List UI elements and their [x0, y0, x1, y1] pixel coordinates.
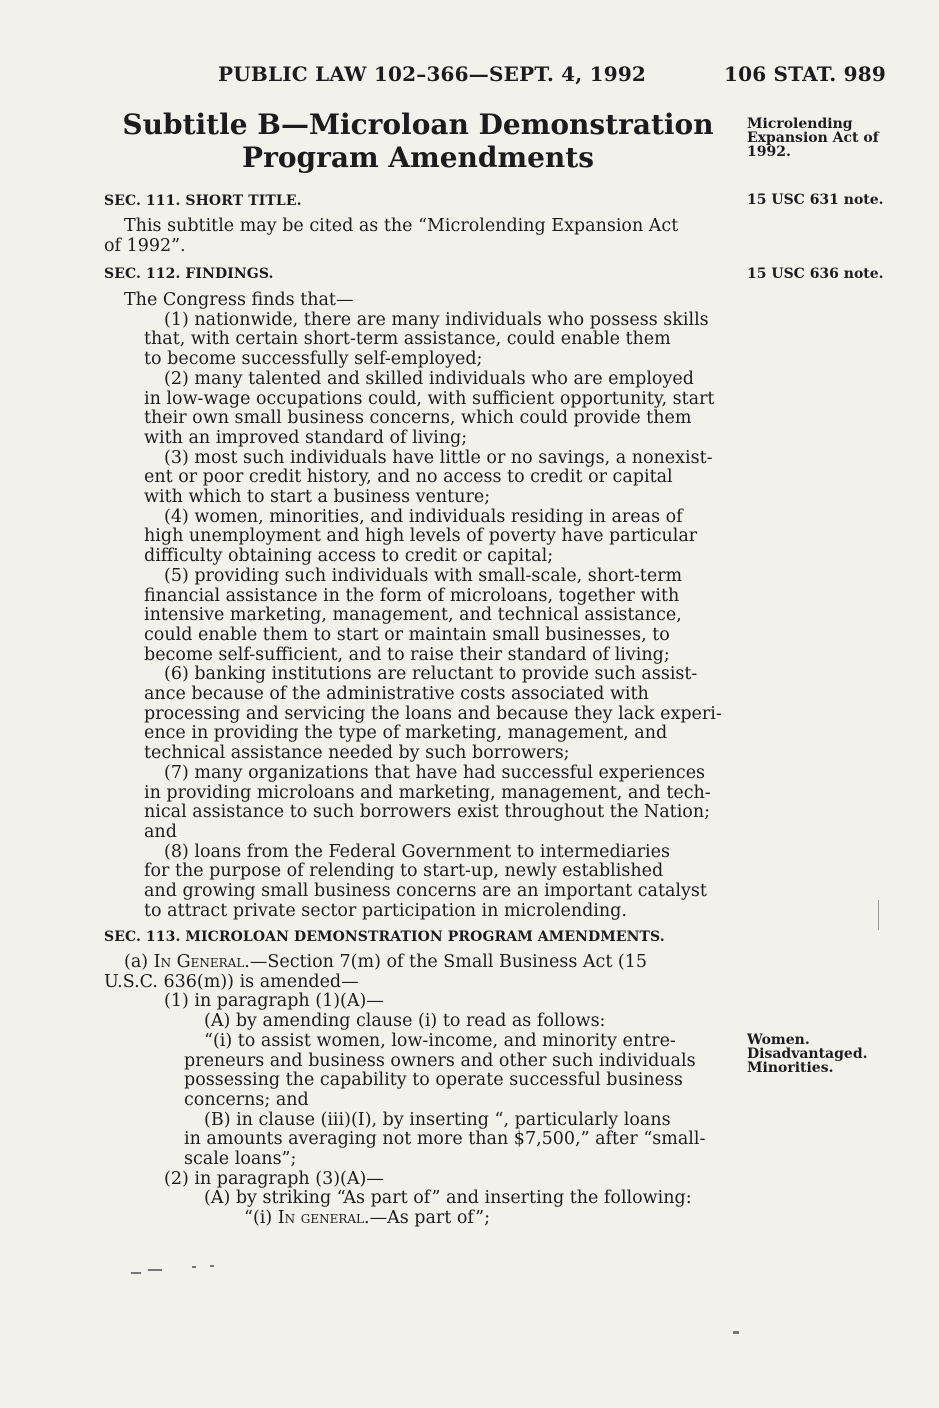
text-line: possessing the capability to operate successful business: [184, 1070, 683, 1091]
scan-mark: [878, 900, 879, 930]
text-line: in amounts averaging not more than $7,500,” after “small-: [184, 1129, 706, 1150]
text-line: could enable them to start or maintain small businesses, to: [144, 624, 670, 645]
text-run-smallcaps: In general.: [277, 1208, 370, 1229]
text-line: to become successfully self-employed;: [144, 349, 483, 370]
text-line: with an improved standard of living;: [144, 427, 468, 448]
margin-note-usc-631: 15 USC 631 note.: [747, 192, 884, 208]
text-run: —As part of”;: [369, 1208, 491, 1229]
margin-note-line: Women.: [747, 1032, 810, 1048]
text-line: high unemployment and high levels of poverty have particular: [144, 526, 698, 547]
text-line: and: [144, 821, 177, 842]
margin-note-line: Minorities.: [747, 1060, 834, 1076]
text-run-smallcaps: In General.: [153, 952, 250, 972]
text-line: with which to start a business venture;: [144, 487, 491, 508]
text-line: “(i) to assist women, low-income, and minority entre-: [204, 1030, 676, 1051]
text-line: ance because of the administrative costs associated with: [144, 684, 649, 705]
text-line: technical assistance needed by such borrowers;: [144, 743, 570, 764]
running-head-stat-page: 106 STAT. 989: [724, 62, 886, 86]
scan-mark: [192, 1266, 196, 1268]
text-line: (7) many organizations that have had successful experiences: [164, 762, 706, 783]
text-line: (6) banking institutions are reluctant to provide such assist-: [164, 664, 698, 685]
text-line: ent or poor credit history, and no access to credit or capital: [144, 467, 673, 488]
text-line: become self-sufficient, and to raise their standard of living;: [144, 644, 670, 665]
text-line: difficulty obtaining access to credit or capital;: [144, 546, 554, 567]
subtitle-heading: [108, 108, 728, 174]
text-line: (1) in paragraph (1)(A)—: [164, 991, 384, 1012]
scan-mark: [148, 1269, 162, 1271]
text-line: their own small business concerns, which could provide them: [144, 408, 692, 429]
margin-note-line: Disadvantaged.: [747, 1046, 868, 1062]
text-line: (A) by amending clause (i) to read as follows:: [204, 1011, 606, 1032]
section-111-heading: SEC. 111. SHORT TITLE.: [104, 193, 302, 209]
section-111-text: [104, 217, 731, 256]
text-line: [104, 953, 731, 973]
text-line: [104, 1209, 731, 1229]
text-line: (3) most such individuals have little or no savings, a nonexist-: [164, 447, 713, 468]
text-line: to attract private sector participation in microlending.: [144, 900, 627, 921]
text-line: of 1992”.: [104, 235, 186, 256]
section-113-heading: SEC. 113. MICROLOAN DEMONSTRATION PROGRAM AMENDMENTS.: [104, 929, 665, 945]
running-head-public-law: PUBLIC LAW 102–366—SEPT. 4, 1992: [218, 62, 647, 86]
text-line: in providing microloans and marketing, management, and tech-: [144, 782, 711, 803]
text-line: in low-wage occupations could, with sufficient opportunity, start: [144, 388, 715, 409]
text-line: financial assistance in the form of microloans, together with: [144, 585, 680, 606]
text-line: concerns; and: [184, 1089, 309, 1110]
text-line: (1) nationwide, there are many individuals who possess skills: [164, 309, 709, 330]
scan-mark: [131, 1272, 141, 1274]
margin-note-line: 1992.: [747, 144, 791, 160]
text-line: (5) providing such individuals with small-scale, short-term: [164, 565, 683, 586]
text-line: and growing small business concerns are an important catalyst: [144, 881, 707, 902]
text-line: processing and servicing the loans and because they lack experi-: [144, 703, 722, 724]
scan-mark: [733, 1331, 739, 1334]
section-113-text: [104, 953, 731, 1229]
text-line: intensive marketing, management, and technical assistance,: [144, 605, 682, 626]
text-line: (A) by striking “As part of” and inserting the following:: [204, 1188, 692, 1209]
text-line: The Congress finds that—: [124, 290, 354, 310]
text-line: for the purpose of relending to start-up, newly established: [144, 861, 664, 882]
text-line: U.S.C. 636(m)) is amended—: [104, 971, 359, 992]
section-112-heading: SEC. 112. FINDINGS.: [104, 266, 274, 282]
text-line: that, with certain short-term assistance, could enable them: [144, 329, 671, 350]
text-line: (2) many talented and skilled individuals who are employed: [164, 368, 694, 389]
text-run: “(i): [244, 1208, 278, 1229]
subtitle-heading-line2: Program Amendments: [242, 141, 594, 174]
margin-note-usc-636: 15 USC 636 note.: [747, 266, 884, 282]
margin-note-line: Microlending: [747, 116, 853, 132]
text-line: scale loans”;: [184, 1149, 297, 1170]
scan-mark: [210, 1265, 214, 1267]
margin-note-groups: [747, 1033, 867, 1075]
text-run: —Section 7(m) of the Small Business Act (15: [249, 952, 648, 972]
text-line: nical assistance to such borrowers exist throughout the Nation;: [144, 802, 711, 823]
text-line: ence in providing the type of marketing, management, and: [144, 723, 668, 744]
subtitle-heading-line1: Subtitle B—Microloan Demonstration: [122, 108, 714, 141]
text-run: (a): [124, 952, 154, 972]
text-line: (B) in clause (iii)(I), by inserting “, particularly loans: [204, 1109, 671, 1130]
text-line: (4) women, minorities, and individuals residing in areas of: [164, 506, 683, 527]
margin-note-line: Expansion Act of: [747, 130, 879, 146]
section-112-text: [104, 291, 731, 922]
text-line: preneurs and business owners and other such individuals: [184, 1050, 696, 1071]
text-line: (8) loans from the Federal Government to intermediaries: [164, 841, 670, 862]
text-line: (2) in paragraph (3)(A)—: [164, 1168, 384, 1189]
text-line: This subtitle may be cited as the “Microlending Expansion Act: [124, 216, 679, 236]
margin-note-short-title: [747, 117, 879, 159]
